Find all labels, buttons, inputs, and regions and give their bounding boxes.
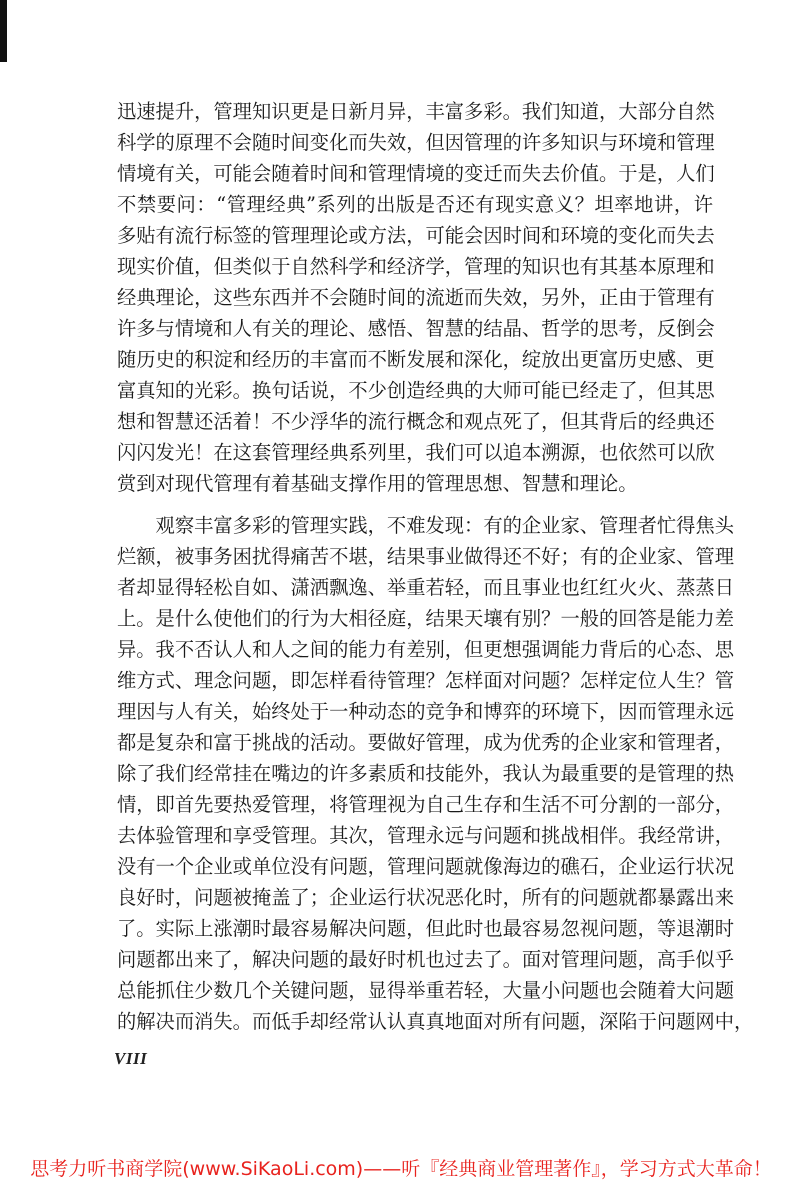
text-line: 情境有关，可能会随着时间和管理情境的变迁而失去价值。于是，人们 [117, 162, 715, 185]
text-line: 富真知的光彩。换句话说，不少创造经典的大师可能已经走了，但其思 [117, 379, 715, 402]
text-line: 不禁要问：“管理经典”系列的出版是否还有现实意义？坦率地讲，许 [117, 193, 713, 216]
text-line: 随历史的积淀和经历的丰富而不断发展和深化，绽放出更富历史感、更 [117, 348, 715, 371]
text-line: 都是复杂和富于挑战的活动。要做好管理，成为优秀的企业家和管理者， [117, 731, 734, 754]
text-line: 除了我们经常挂在嘴边的许多素质和技能外，我认为最重要的是管理的热 [117, 762, 734, 785]
text-line: 理因与人有关，始终处于一种动态的竞争和博弈的环境下，因而管理永远 [117, 700, 734, 723]
text-line: 情，即首先要热爱管理，将管理视为自己生存和生活不可分割的一部分， [117, 793, 734, 816]
text-line: 维方式、理念问题，即怎样看待管理？怎样面对问题？怎样定位人生？管 [117, 669, 734, 692]
text-line: 去体验管理和享受管理。其次，管理永远与问题和挑战相伴。我经常讲， [117, 824, 734, 847]
text-line: 烂额，被事务困扰得痛苦不堪，结果事业做得还不好；有的企业家、管理 [117, 545, 734, 568]
paragraph-2 [117, 510, 754, 1037]
text-line: 上。是什么使他们的行为大相径庭，结果天壤有别？一般的回答是能力差 [117, 607, 734, 630]
text-line: 许多与情境和人有关的理论、感悟、智慧的结晶、哲学的思考，反倒会 [117, 317, 715, 340]
text-line: 良好时，问题被掩盖了；企业运行状况恶化时，所有的问题就都暴露出来 [117, 886, 734, 909]
text-line: 异。我不否认人和人之间的能力有差别，但更想强调能力背后的心态、思 [117, 638, 734, 661]
text-line: 没有一个企业或单位没有问题，管理问题就像海边的礁石，企业运行状况 [117, 855, 734, 878]
scan-edge-mark [0, 0, 7, 62]
text-line: 总能抓住少数几个关键问题，显得举重若轻，大量小问题也会随着大问题 [117, 979, 734, 1002]
text-line: 赏到对现代管理有着基础支撑作用的管理思想、智慧和理论。 [117, 472, 638, 495]
text-line: 了。实际上涨潮时最容易解决问题，但此时也最容易忽视问题，等退潮时 [117, 917, 734, 940]
text-line: 科学的原理不会随时间变化而失效，但因管理的许多知识与环境和管理 [117, 131, 715, 154]
text-line: 现实价值，但类似于自然科学和经济学，管理的知识也有其基本原理和 [117, 255, 715, 278]
text-line: 经典理论，这些东西并不会随时间的流逝而失效，另外，正由于管理有 [117, 286, 715, 309]
body-text [117, 96, 754, 1037]
text-line: 想和智慧还活着！不少浮华的流行概念和观点死了，但其背后的经典还 [117, 410, 715, 433]
text-line: 迅速提升，管理知识更是日新月异，丰富多彩。我们知道，大部分自然 [117, 100, 715, 123]
text-line: 者却显得轻松自如、潇洒飘逸、举重若轻，而且事业也红红火火、蒸蒸日 [117, 576, 734, 599]
text-line: 的解决而消失。而低手却经常认认真真地面对所有问题，深陷于问题网中， [117, 1010, 754, 1033]
text-line: 问题都出来了，解决问题的最好时机也过去了。面对管理问题，高手似乎 [117, 948, 734, 971]
text-line: 多贴有流行标签的管理理论或方法，可能会因时间和环境的变化而失去 [117, 224, 715, 247]
text-line: 观察丰富多彩的管理实践，不难发现：有的企业家、管理者忙得焦头 [117, 514, 734, 537]
text-line: 闪闪发光！在这套管理经典系列里，我们可以追本溯源，也依然可以欣 [117, 441, 715, 464]
page-number: VIII [114, 1049, 148, 1068]
footer-promo-banner: 思考力听书商学院(www.SiKaoLi.com)——听『经典商业管理著作』，学习方式大革命！ [30, 1158, 772, 1180]
paragraph-1 [117, 96, 713, 499]
